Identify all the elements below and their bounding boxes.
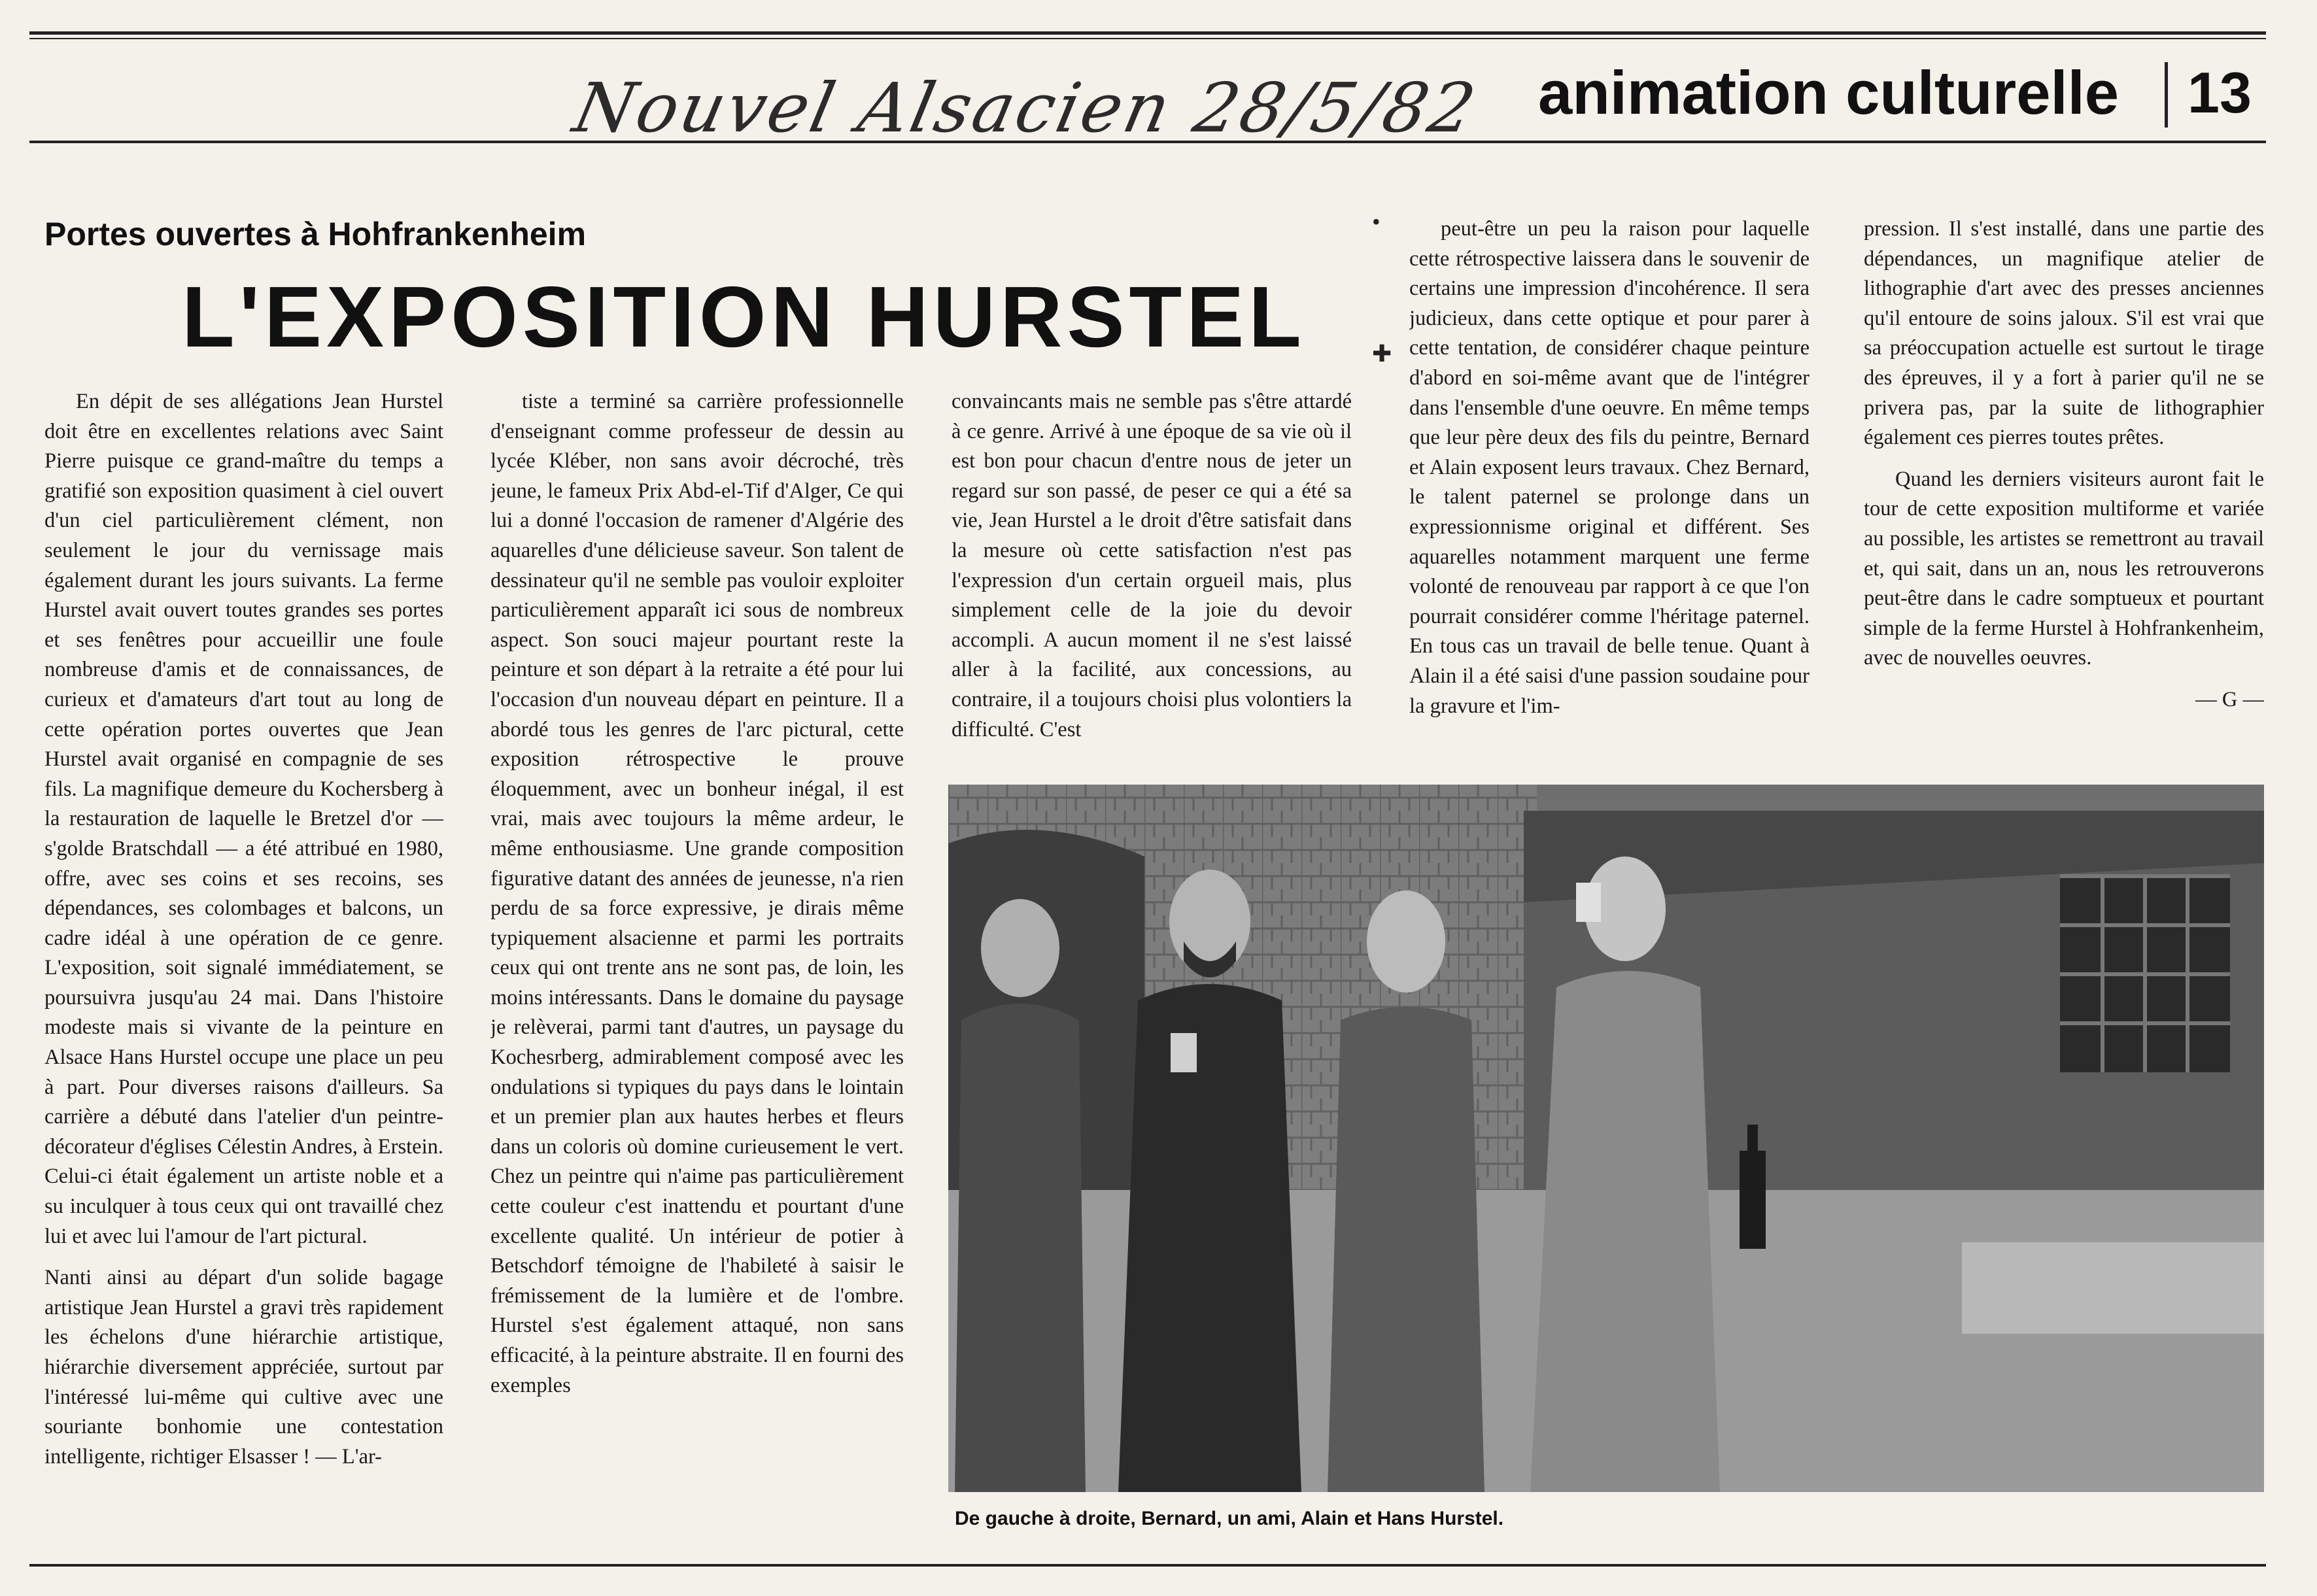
signature: — G —	[2195, 687, 2264, 711]
top-rule-thin	[29, 38, 2266, 39]
margin-mark: ✚	[1372, 341, 1392, 367]
article-column-5	[1864, 214, 2264, 765]
paragraph: Nanti ainsi au départ d'un solide bagage artistique Jean Hurstel a gravi très rapidement les échelons d'une hiérarchie artistique, hiérarchie diversement appréciée, surtout par l'intéressé lui-même qui cultive avec une souriante bonhomie une contestation intelligente, richtiger Elsasser ! — L'ar-	[44, 1266, 443, 1469]
paragraph: convaincants mais ne semble pas s'être attardé à ce genre. Arrivé à une époque de sa vie où il est bon pour chacun d'entre nous de jeter un regard sur son passé, de peser ce qui a été sa vie, Jean Hurstel a le droit d'être satisfait dans la mesure où cette satisfaction n'est pas l'expression d'un certain orgueil mais, plus simplement celle de la joie du devoir accompli. A aucun moment il ne s'est laissé aller à la facilité, aux concessions, au contraire, il a toujours choisi plus volontiers la difficulté. C'est	[952, 390, 1352, 741]
paragraph: En dépit de ses allégations Jean Hurstel doit être en excellentes relations avec Saint Pierre puisque ce grand-maître du temps a gratifié son exposition quasiment à ciel ouvert d'un ciel particulièrement clément, non seulement le jour du vernissage mais également durant les jours suivants. La ferme Hurstel avait ouvert toutes grandes ses portes et ses fenêtres pour accueillir une foule nombreuse d'amis et de connaissances, de curieux et d'amateurs d'art tout au long de cette opération portes ouvertes que Jean Hurstel avait organisé en compagnie de ses fils. La magnifique demeure du Kochersberg à la restauration de laquelle le Bretzel d'or — s'golde Bratschdall — a été attribué en 1980, offre, avec ses coins et ses recoins, ses dépendances, ses colombages et balcons, un cadre idéal à une opération de ce genre. L'exposition, soit signalé immédiatement, se poursuivra jusqu'au 24 mai. Dans l'histoire modeste mais si vivante de la peinture en Alsace Hans Hurstel occupe une place un peu à part. Pour diverses raisons d'ailleurs. Sa carrière a débuté dans l'atelier d'un peintre-décorateur d'églises Célestin Andres, à Erstein. Celui-ci était également un artiste noble et a su inculquer à tous ceux qui ont travaillé chez lui et avec lui l'amour de l'art pictural.	[44, 390, 443, 1248]
margin-mark: •	[1372, 209, 1381, 235]
article-column-4	[1409, 214, 1810, 765]
bottom-rule	[29, 1564, 2266, 1567]
paragraph: Quand les derniers visiteurs auront fait le tour de cette exposition multiforme et variée au possible, les artistes se remettront au travail et, qui sait, dans un an, nous les retrouverons peut-être dans le cadre somptueux et pourtant simple de la ferme Hurstel à Hohfrankenheim, avec de nouvelles oeuvres.	[1864, 467, 2264, 670]
article-column-2	[490, 387, 904, 1543]
top-rule	[29, 31, 2266, 35]
article-headline: L'EXPOSITION HURSTEL	[182, 269, 1306, 365]
paragraph: pression. Il s'est installé, dans une partie des dépendances, un magnifique atelier de lithographie d'art avec des presses anciennes qu'il entoure de soins jaloux. S'il est vrai que sa préoccupation actuelle est surtout le tirage des épreuves, il y a fort à parier qu'il ne se privera pas, par la suite de lithographier également ces pierres toutes prêtes.	[1864, 217, 2264, 450]
photo-caption: De gauche à droite, Bernard, un ami, Alain et Hans Hurstel.	[955, 1508, 1504, 1529]
handwritten-source-note: Nouvel Alsacien 28/5/82	[567, 68, 1485, 148]
article-photo	[948, 785, 2264, 1492]
section-title: animation culturelle	[1538, 58, 2119, 127]
page-number: 13	[2188, 60, 2252, 125]
header-separator	[2165, 62, 2168, 127]
article-column-1	[44, 387, 443, 1543]
paragraph: peut-être un peu la raison pour laquelle cette rétrospective laissera dans le souvenir de certains une impression d'incohérence. Il sera judicieux, dans cette optique et pour parer à cette tentation, de considérer chaque peinture d'abord en soi-même avant que de l'intégrer dans l'ensemble d'une oeuvre. En même temps que leur père deux des fils du peintre, Bernard et Alain exposent leurs travaux. Chez Bernard, le talent paternel se prolonge dans un expressionnisme original et différent. Ses aquarelles notamment marquent une ferme volonté de renouveau par rapport à ce que l'on pourrait considérer comme l'héritage paternel. En tous cas un travail de belle tenue. Quant à Alain il a été saisi d'une passion soudaine pour la gravure et l'im-	[1409, 217, 1810, 718]
article-kicker: Portes ouvertes à Hohfrankenheim	[44, 216, 587, 252]
paragraph: tiste a terminé sa carrière professionnelle d'enseignant comme professeur de dessin au lycée Kléber, non sans avoir décroché, très jeune, le fameux Prix Abd-el-Tif d'Alger, Ce qui lui a donné l'occasion de ramener d'Algérie des aquarelles d'une délicieuse saveur. Son talent de dessinateur qu'il ne semble pas vouloir exploiter particulièrement apparaît ici sous de nombreux aspect. Son souci majeur pourtant reste la peinture et son départ à la retraite a été pour lui l'occasion d'un nouveau départ en peinture. Il a abordé tous les genres de l'arc pictural, cette exposition rétrospective le prouve éloquemment, avec un bonheur inégal, il est vrai, mais avec toujours la même ardeur, le même enthousiasme. Une grande composition figurative datant des années de jeunesse, n'a rien perdu de sa force expressive, je dirais même typiquement alsacienne et parmi les portraits ceux qui ont trente ans ne sont pas, de loin, les moins intéressants. Dans le domaine du paysage je relèverai, parmi tant d'autres, un paysage du Kochesrberg, admirablement composé avec les ondulations si typiques du pays dans le lointain et un premier plan aux hautes herbes et fleurs dans un coloris où domine curieusement le vert. Chez un peintre qui n'aime pas particulièrement cette couleur c'est inattendu et pourtant d'une excellente qualité. Un intérieur de potier à Betschdorf témoigne de l'habileté à saisir le frémissement de la lumière et de l'ombre. Hurstel s'est également attaqué, non sans efficacité, à la peinture abstraite. Il en fourni des exemples	[490, 390, 904, 1397]
article-column-3	[952, 387, 1352, 766]
